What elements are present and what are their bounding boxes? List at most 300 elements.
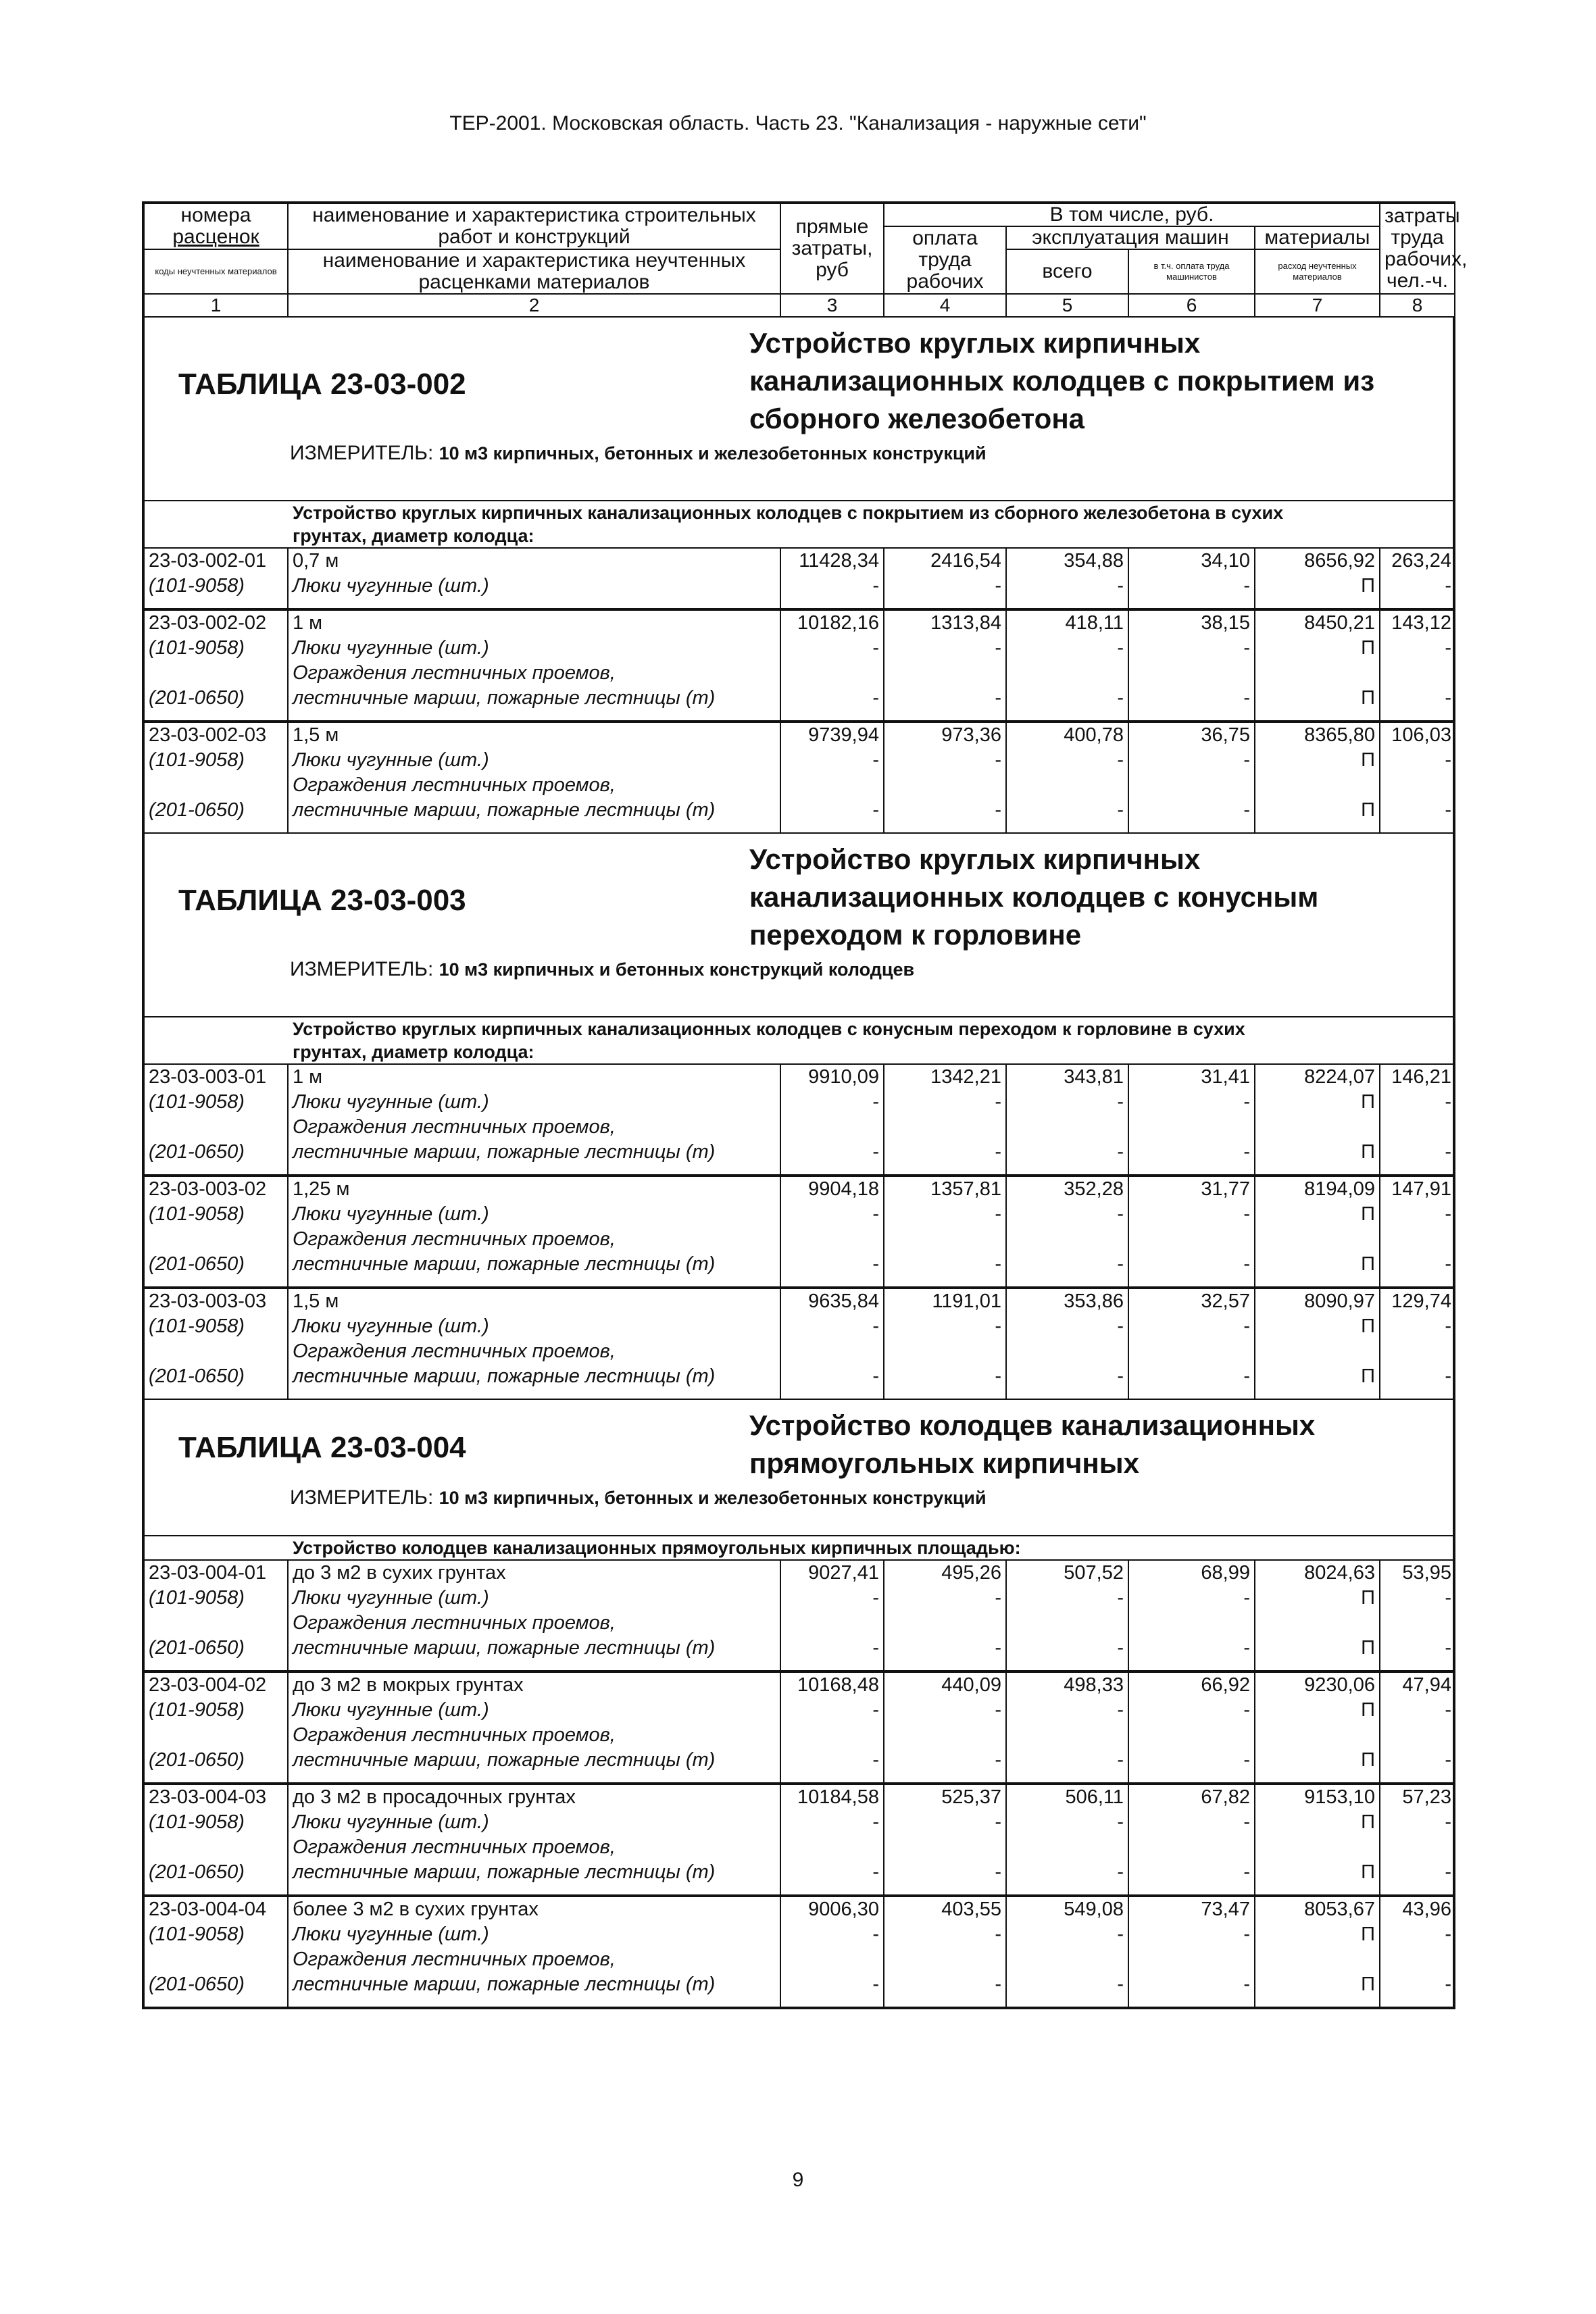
row-padding [143, 1885, 1454, 1894]
material-code-text: (201-0650) [149, 799, 245, 821]
rate-main-line [143, 1177, 1454, 1202]
col-header-group: В том числе, руб. [884, 203, 1380, 226]
padding-cell [1007, 1773, 1129, 1782]
material-value-text: - [1445, 1699, 1451, 1721]
material-value [1255, 1922, 1380, 1947]
material-value-text: - [1117, 1861, 1124, 1883]
padding-cell [1007, 1661, 1129, 1670]
material-name-line: Люки чугунные (шт.) [293, 1203, 489, 1225]
material-name-line: Ограждения лестничных проемов, [293, 1724, 616, 1746]
padding-cell [1255, 711, 1380, 720]
rate-code: 23-03-002-02 [145, 611, 289, 636]
rate-row [143, 1559, 1454, 1671]
material-value-text: - [1117, 637, 1124, 659]
material-code [145, 1227, 289, 1277]
material-value [1007, 1835, 1129, 1885]
padding-cell [1380, 1165, 1455, 1174]
material-value [1007, 1810, 1129, 1835]
material-value-text: - [995, 1091, 1001, 1113]
material-value-text: П [1361, 1973, 1375, 1995]
table-code: ТАБЛИЦА 23-03-004 [178, 1431, 466, 1464]
material-value [884, 636, 1007, 661]
padding-cell [1380, 1773, 1455, 1782]
rate-value-c7: 8053,67 [1255, 1897, 1380, 1922]
material-code [145, 1835, 289, 1885]
rate-value-c8: 53,95 [1402, 1562, 1451, 1584]
material-name-line: Ограждения лестничных проемов, [293, 1948, 616, 1970]
rate-main-line [143, 1065, 1454, 1090]
material-line [143, 1835, 1454, 1885]
padding-cell [145, 823, 289, 832]
material-value-text: - [872, 1203, 879, 1225]
material-value [1129, 1227, 1255, 1277]
table-measure [290, 442, 987, 465]
measure-value: 10 м3 кирпичных, бетонных и железобетонных конструкций [439, 443, 987, 463]
rate-name: 1,5 м [289, 723, 781, 748]
rate-name: 0,7 м [289, 549, 781, 574]
material-line [143, 1947, 1454, 1997]
material-value [1129, 574, 1255, 599]
material-value [884, 1115, 1007, 1165]
rate-value-c5: 549,08 [1007, 1897, 1129, 1922]
material-code-text: (101-9058) [149, 749, 245, 771]
padding-cell [884, 599, 1007, 608]
rate-value-c4: 973,36 [884, 723, 1007, 748]
rate-code: 23-03-004-03 [145, 1785, 289, 1810]
padding-cell [1129, 1165, 1255, 1174]
material-value-text: - [1445, 1861, 1451, 1883]
rate-main-line [143, 1289, 1454, 1314]
rate-value-c8: 146,21 [1391, 1066, 1451, 1088]
material-value-text: П [1361, 575, 1375, 597]
material-value [781, 1723, 884, 1773]
material-value [884, 748, 1007, 773]
material-value-text: - [995, 1973, 1001, 1995]
col-number: 2 [288, 294, 780, 317]
material-code-text: (201-0650) [149, 1253, 245, 1275]
material-line [143, 1115, 1454, 1165]
material-value-text: - [1117, 1253, 1124, 1275]
padding-cell [289, 1389, 781, 1399]
material-value-text: П [1361, 749, 1375, 771]
material-value-text: - [1243, 687, 1250, 709]
rate-value-c3: 9006,30 [781, 1897, 884, 1922]
material-name [289, 1723, 781, 1773]
material-name-line: Ограждения лестничных проемов, [293, 1836, 616, 1858]
material-value-text: - [872, 637, 879, 659]
material-value-text: - [1243, 749, 1250, 771]
material-code [145, 1586, 289, 1611]
material-code-text: (201-0650) [149, 1637, 245, 1659]
rate-value-c3: 9635,84 [781, 1289, 884, 1314]
material-value [781, 574, 884, 599]
material-code-text: (101-9058) [149, 1203, 245, 1225]
table-measure [290, 1486, 987, 1509]
rate-code: 23-03-003-02 [145, 1177, 289, 1202]
material-value [781, 1115, 884, 1165]
material-value-text: - [1117, 1699, 1124, 1721]
rate-value-c7: 9153,10 [1255, 1785, 1380, 1810]
padding-cell [145, 1165, 289, 1174]
table-heading [143, 318, 1454, 500]
material-value-text: П [1361, 1253, 1375, 1275]
padding-cell [289, 1997, 781, 2007]
padding-cell [884, 1389, 1007, 1399]
material-code-text: (201-0650) [149, 1141, 245, 1163]
material-code [145, 1339, 289, 1389]
padding-cell [1255, 823, 1380, 832]
material-value-text: - [995, 1203, 1001, 1225]
padding-cell [781, 1773, 884, 1782]
rate-value-c6: 66,92 [1129, 1673, 1255, 1698]
material-name-line: Люки чугунные (шт.) [293, 1923, 489, 1945]
padding-cell [1129, 599, 1255, 608]
material-value-text: - [872, 1973, 879, 1995]
material-value [884, 1723, 1007, 1773]
padding-cell [289, 1885, 781, 1894]
padding-cell [1007, 711, 1129, 720]
rate-value-c3: 10168,48 [781, 1673, 884, 1698]
row-padding [143, 1661, 1454, 1670]
material-value-text: П [1361, 1203, 1375, 1225]
table-code: ТАБЛИЦА 23-03-002 [178, 368, 466, 401]
rate-value-c7: 8194,09 [1255, 1177, 1380, 1202]
material-value-text: - [1117, 1365, 1124, 1387]
material-name [289, 1835, 781, 1885]
material-value [1255, 1202, 1380, 1227]
padding-cell [781, 823, 884, 832]
padding-cell [145, 599, 289, 608]
table-title-line: сборного железобетона [749, 403, 1085, 434]
material-value [1129, 1698, 1255, 1723]
col-header-1: номера расценок [144, 203, 288, 249]
material-value [1007, 1723, 1129, 1773]
material-value-text: П [1361, 1141, 1375, 1163]
material-name [289, 1922, 781, 1947]
material-code [145, 1922, 289, 1947]
material-value-text: - [1445, 1091, 1451, 1113]
rate-value-c4: 495,26 [884, 1561, 1007, 1586]
material-name [289, 1698, 781, 1723]
material-value [884, 1586, 1007, 1611]
material-value-text: - [1243, 1091, 1250, 1113]
padding-cell [289, 599, 781, 608]
padding-cell [1129, 1389, 1255, 1399]
rate-code: 23-03-004-04 [145, 1897, 289, 1922]
material-value-text: - [872, 1091, 879, 1113]
material-line [143, 1339, 1454, 1389]
rate-name: до 3 м2 в мокрых грунтах [289, 1673, 781, 1698]
rate-value-c6: 32,57 [1129, 1289, 1255, 1314]
material-value-text: - [995, 1923, 1001, 1945]
material-value-text: - [872, 749, 879, 771]
material-value [1007, 1698, 1129, 1723]
rate-value-c7: 8656,92 [1255, 549, 1380, 574]
padding-cell [1129, 1277, 1255, 1286]
rate-value-c6: 34,10 [1129, 549, 1255, 574]
rate-value-c3: 10184,58 [781, 1785, 884, 1810]
material-value [884, 1227, 1007, 1277]
material-line [143, 748, 1454, 773]
material-value [884, 1202, 1007, 1227]
material-value-text: - [1117, 1203, 1124, 1225]
material-value [1380, 1339, 1455, 1389]
col-header-6: в т.ч. оплата труда машинистов [1128, 249, 1255, 294]
material-value [884, 1810, 1007, 1835]
material-value-text: - [1117, 1923, 1124, 1945]
material-value-text: - [872, 1315, 879, 1337]
col-number: 3 [780, 294, 884, 317]
row-padding [143, 599, 1454, 608]
material-code-text: (201-0650) [149, 1861, 245, 1883]
material-value-text: - [872, 1923, 879, 1945]
material-value [1007, 1922, 1129, 1947]
material-value-text: - [1117, 1587, 1124, 1609]
rate-value-c3: 9904,18 [781, 1177, 884, 1202]
material-code [145, 1611, 289, 1661]
material-value [1007, 1090, 1129, 1115]
material-value [781, 1339, 884, 1389]
material-value [884, 1835, 1007, 1885]
padding-cell [145, 711, 289, 720]
material-value [884, 1611, 1007, 1661]
material-value [1380, 1202, 1455, 1227]
material-value-text: - [1445, 687, 1451, 709]
material-value-text: - [1445, 1637, 1451, 1659]
material-value-text: - [1243, 1315, 1250, 1337]
measure-value: 10 м3 кирпичных, бетонных и железобетонных конструкций [439, 1488, 987, 1508]
material-value-text: - [1117, 1811, 1124, 1833]
material-code [145, 1202, 289, 1227]
material-code-text: (201-0650) [149, 1749, 245, 1771]
material-value-text: - [1445, 749, 1451, 771]
page-number: 9 [792, 2169, 804, 2191]
material-name [289, 1611, 781, 1661]
material-code-text: (101-9058) [149, 1587, 245, 1609]
material-value [1380, 1314, 1455, 1339]
rate-value-c6: 73,47 [1129, 1897, 1255, 1922]
measure-label: ИЗМЕРИТЕЛЬ: [290, 1486, 439, 1509]
material-code [145, 574, 289, 599]
rate-main-line [143, 1785, 1454, 1810]
padding-cell [781, 599, 884, 608]
material-value [1129, 1810, 1255, 1835]
material-value [1380, 1947, 1455, 1997]
material-name-line: Люки чугунные (шт.) [293, 1315, 489, 1337]
padding-cell [1255, 1389, 1380, 1399]
table-title [749, 840, 1452, 954]
material-name-line: Ограждения лестничных проемов, [293, 1340, 616, 1362]
material-value-text: - [1445, 1923, 1451, 1945]
rate-row [143, 1063, 1454, 1176]
material-value [1255, 1611, 1380, 1661]
padding-cell [884, 1661, 1007, 1670]
padding-cell [1129, 1661, 1255, 1670]
row-padding [143, 711, 1454, 720]
material-name-line: лестничные марши, пожарные лестницы (т) [293, 1637, 716, 1659]
material-value [1129, 1723, 1255, 1773]
rate-value-c4: 1357,81 [884, 1177, 1007, 1202]
material-value-text: - [1117, 687, 1124, 709]
material-value-text: П [1361, 1861, 1375, 1883]
padding-cell [781, 1165, 884, 1174]
col-number: 8 [1380, 294, 1455, 317]
padding-cell [1255, 1277, 1380, 1286]
table-title-line: Устройство колодцев канализационных [749, 1409, 1316, 1441]
material-value [781, 1835, 884, 1885]
material-value [1380, 1922, 1455, 1947]
padding-cell [1007, 1277, 1129, 1286]
rate-row [143, 722, 1454, 834]
material-value-text: П [1361, 1091, 1375, 1113]
rate-code: 23-03-004-02 [145, 1673, 289, 1698]
material-name-line: лестничные марши, пожарные лестницы (т) [293, 687, 716, 709]
material-value-text: - [1243, 1203, 1250, 1225]
material-code-text: (101-9058) [149, 1811, 245, 1833]
padding-cell [289, 1277, 781, 1286]
material-value-text: - [872, 687, 879, 709]
table-subtitle [289, 1536, 1453, 1559]
material-name-line: Люки чугунные (шт.) [293, 575, 489, 597]
material-line [143, 1810, 1454, 1835]
material-value [1380, 1835, 1455, 1885]
subtitle-line: Устройство колодцев канализационных прямоугольных кирпичных площадью: [293, 1538, 1021, 1558]
rate-main-line [143, 1897, 1454, 1922]
subtitle-line: Устройство круглых кирпичных канализационных колодцев с покрытием из сборного железобетона в сухих [293, 503, 1284, 523]
material-value [1380, 636, 1455, 661]
material-line [143, 1698, 1454, 1723]
table-title-line: Устройство круглых кирпичных [749, 327, 1201, 359]
material-value-text: - [1243, 1811, 1250, 1833]
rate-value-c4: 403,55 [884, 1897, 1007, 1922]
subtitle-line: грунтах, диаметр колодца: [293, 526, 534, 546]
material-value-text: - [1117, 1315, 1124, 1337]
material-value [781, 1314, 884, 1339]
rate-value-c3: 10182,16 [781, 611, 884, 636]
material-code [145, 1115, 289, 1165]
material-value [1007, 661, 1129, 711]
material-value-text: - [995, 1141, 1001, 1163]
material-name [289, 773, 781, 823]
material-name [289, 1810, 781, 1835]
rate-value-c5: 343,81 [1007, 1065, 1129, 1090]
row-padding [143, 823, 1454, 832]
material-value-text: - [1117, 1749, 1124, 1771]
rate-value-c7: 8450,21 [1255, 611, 1380, 636]
material-value [884, 1922, 1007, 1947]
material-value-text: - [1445, 1587, 1451, 1609]
material-value-text: П [1361, 1315, 1375, 1337]
padding-cell [1255, 1773, 1380, 1782]
material-value [1380, 1586, 1455, 1611]
material-name-line: Люки чугунные (шт.) [293, 1811, 489, 1833]
col-number: 7 [1255, 294, 1380, 317]
padding-cell [781, 1389, 884, 1399]
material-value-text: - [1243, 1699, 1250, 1721]
material-value-text: П [1361, 687, 1375, 709]
col-header-machines: эксплуатация машин [1006, 226, 1255, 249]
rate-main-line [143, 611, 1454, 636]
material-value-text: - [1243, 799, 1250, 821]
rate-row [143, 1288, 1454, 1400]
rate-row [143, 1176, 1454, 1288]
rate-value-c5: 352,28 [1007, 1177, 1129, 1202]
rate-value-c5: 506,11 [1007, 1785, 1129, 1810]
table-code: ТАБЛИЦА 23-03-003 [178, 884, 466, 917]
material-value [884, 1090, 1007, 1115]
material-name-line: Люки чугунные (шт.) [293, 749, 489, 771]
rate-row [143, 609, 1454, 722]
material-value [1129, 1835, 1255, 1885]
material-value [1129, 661, 1255, 711]
rate-row [143, 547, 1454, 609]
padding-cell [781, 1997, 884, 2007]
rate-name: более 3 м2 в сухих грунтах [289, 1897, 781, 1922]
padding-cell [289, 711, 781, 720]
material-value [781, 1698, 884, 1723]
rate-value-c6: 36,75 [1129, 723, 1255, 748]
material-value-text: - [995, 637, 1001, 659]
col-number: 4 [884, 294, 1006, 317]
material-value [1380, 748, 1455, 773]
material-value [1007, 1115, 1129, 1165]
material-value-text: - [1243, 1749, 1250, 1771]
material-value [1007, 1586, 1129, 1611]
material-value [1007, 1339, 1129, 1389]
material-value-text: П [1361, 1699, 1375, 1721]
material-value [884, 1339, 1007, 1389]
material-value-text: П [1361, 1749, 1375, 1771]
material-value [781, 1227, 884, 1277]
rate-name: 1,5 м [289, 1289, 781, 1314]
col-header-1c: коды неучтенных материалов [144, 249, 288, 294]
material-value-text: - [1445, 1973, 1451, 1995]
rate-value-c3: 9027,41 [781, 1561, 884, 1586]
rate-value-c6: 68,99 [1129, 1561, 1255, 1586]
material-name-line: лестничные марши, пожарные лестницы (т) [293, 799, 716, 821]
padding-cell [1255, 1997, 1380, 2007]
material-value [1380, 574, 1455, 599]
row-padding [143, 1773, 1454, 1782]
material-value-text: - [1445, 637, 1451, 659]
rate-value-c8: 43,96 [1402, 1898, 1451, 1920]
material-code-text: (101-9058) [149, 575, 245, 597]
material-value [1255, 1810, 1380, 1835]
material-value-text: П [1361, 1637, 1375, 1659]
material-value [1007, 773, 1129, 823]
padding-cell [145, 1389, 289, 1399]
material-value [1255, 1227, 1380, 1277]
material-value [781, 1810, 884, 1835]
rate-value-c5: 400,78 [1007, 723, 1129, 748]
material-code [145, 1698, 289, 1723]
padding-cell [781, 1277, 884, 1286]
material-name [289, 1202, 781, 1227]
rate-value-c6: 31,41 [1129, 1065, 1255, 1090]
table-title-line: канализационных колодцев с покрытием из [749, 365, 1375, 397]
material-value-text: - [1117, 1973, 1124, 1995]
col-header-4: оплата труда рабочих [884, 226, 1006, 294]
column-header-table [143, 203, 1468, 318]
table-subtitle [289, 1017, 1453, 1063]
measure-label: ИЗМЕРИТЕЛЬ: [290, 958, 439, 980]
rate-code: 23-03-002-03 [145, 723, 289, 748]
rate-main-line [143, 549, 1454, 574]
material-line [143, 636, 1454, 661]
material-value [1255, 1835, 1380, 1885]
material-value-text: - [1445, 575, 1451, 597]
material-value-text: П [1361, 1587, 1375, 1609]
